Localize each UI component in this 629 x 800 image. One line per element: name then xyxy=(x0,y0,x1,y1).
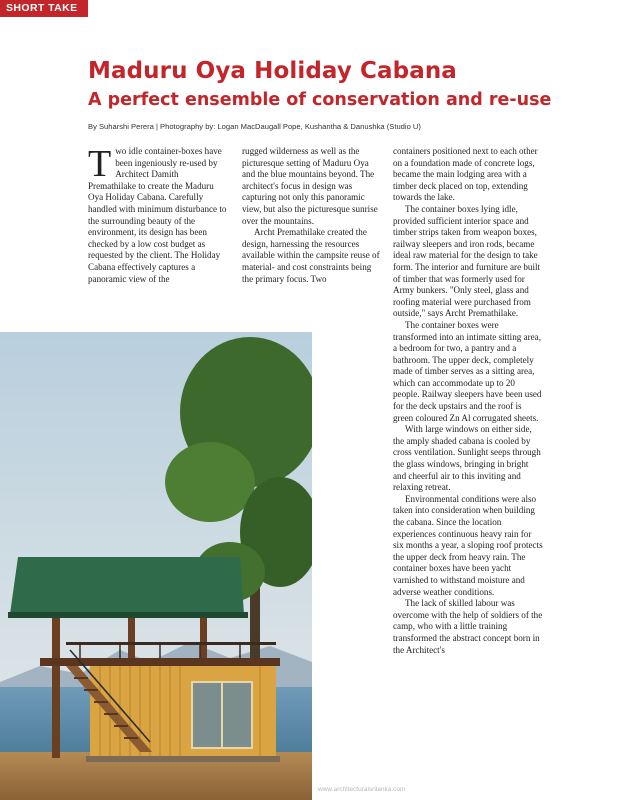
paragraph: The container boxes were transformed into an intimate sitting area, a bedroom for two, a pantry and a bathroom. The upper deck, completely made of timber serves as a sitting area, which can accommodate up to 20 people. Railway sleepers have been used for the deck upstairs and the roof is green coloured Zn Al corrugated sheets. xyxy=(393,319,542,423)
article-subtitle: A perfect ensemble of conservation and re-use xyxy=(88,90,552,110)
paragraph: Environmental conditions were also taken into consideration when building the cabana. Since the location experiences continuous heavy rain for six months a year, a sloping roof protects the upper deck from heavy rain. The container boxes have been yacht varnished to withstand moisture and adverse weather conditions. xyxy=(393,493,543,597)
paragraph xyxy=(88,143,228,285)
deck-rail xyxy=(66,642,276,645)
deck-post xyxy=(128,618,135,658)
text-column-1 xyxy=(88,143,228,285)
paragraph: The lack of skilled labour was overcome with the help of soldiers of the camp, who with a little training transformed the abstract concept born in the Architect's xyxy=(393,598,543,655)
byline: By Suharshi Perera | Photography by: Logan MacDaugall Pope, Kushantha & Danushka (Studio U) xyxy=(88,122,421,131)
section-tag xyxy=(0,0,88,17)
article-title: Maduru Oya Holiday Cabana xyxy=(88,58,457,84)
paragraph: containers positioned next to each other on a foundation made of concrete logs, became the main lodging area with a timber deck placed on top, extending towards the lake. xyxy=(393,146,538,203)
roof-fascia xyxy=(8,612,248,618)
watermark: www.architecturalsrilanka.com xyxy=(318,786,406,793)
section-tag-label: SHORT TAKE xyxy=(6,2,78,14)
paragraph: The container boxes lying idle, provided sufficient interior space and timber strips taken from weapon boxes, railway sleepers and iron rods, became ideal raw material for the design to take form. The interior and furniture are built of timber that was formerly used for Army bunkers. "Only steel, glass and roofing material were purchased from outside," says Archt Premathilake. xyxy=(393,203,541,319)
paragraph: With large windows on either side, the amply shaded cabana is cooled by cross ventilation. Sunlight seeps through the glass windows, bringing in bright and cheerful air to this inviting and relaxing retreat. xyxy=(393,424,541,493)
cabana-photo xyxy=(0,332,312,800)
paragraph-text: wo idle container-boxes have been ingeniously re-used by Architect Damith Premathilake to create the Maduru Oya Holiday Cabana. Carefully handled with minimum disturbance to the surrounding beauty of the environment, its design has been checked by a low cost budget as requested by the client. The Holiday Cabana effectively captures a panoramic view of the xyxy=(88,146,227,284)
paragraph: Archt Premathilake created the design, harnessing the resources available within the campsite reuse of material- and cost constraints being the primary focus. Two xyxy=(242,227,380,284)
deck-post xyxy=(200,618,207,658)
text-column-3 xyxy=(393,146,543,656)
deck-floor xyxy=(40,658,280,666)
foundation xyxy=(86,756,280,762)
tree-canopy xyxy=(165,442,255,522)
deck-post xyxy=(52,618,60,758)
text-column-2 xyxy=(242,146,380,285)
paragraph: rugged wilderness as well as the picturesque setting of Maduru Oya and the blue mountains beyond. The architect's focus in design was capturing not only this panoramic view, but also the picturesque sunrise over the mountains. xyxy=(242,146,378,226)
drop-cap: T xyxy=(88,143,112,185)
green-roof xyxy=(10,557,244,614)
